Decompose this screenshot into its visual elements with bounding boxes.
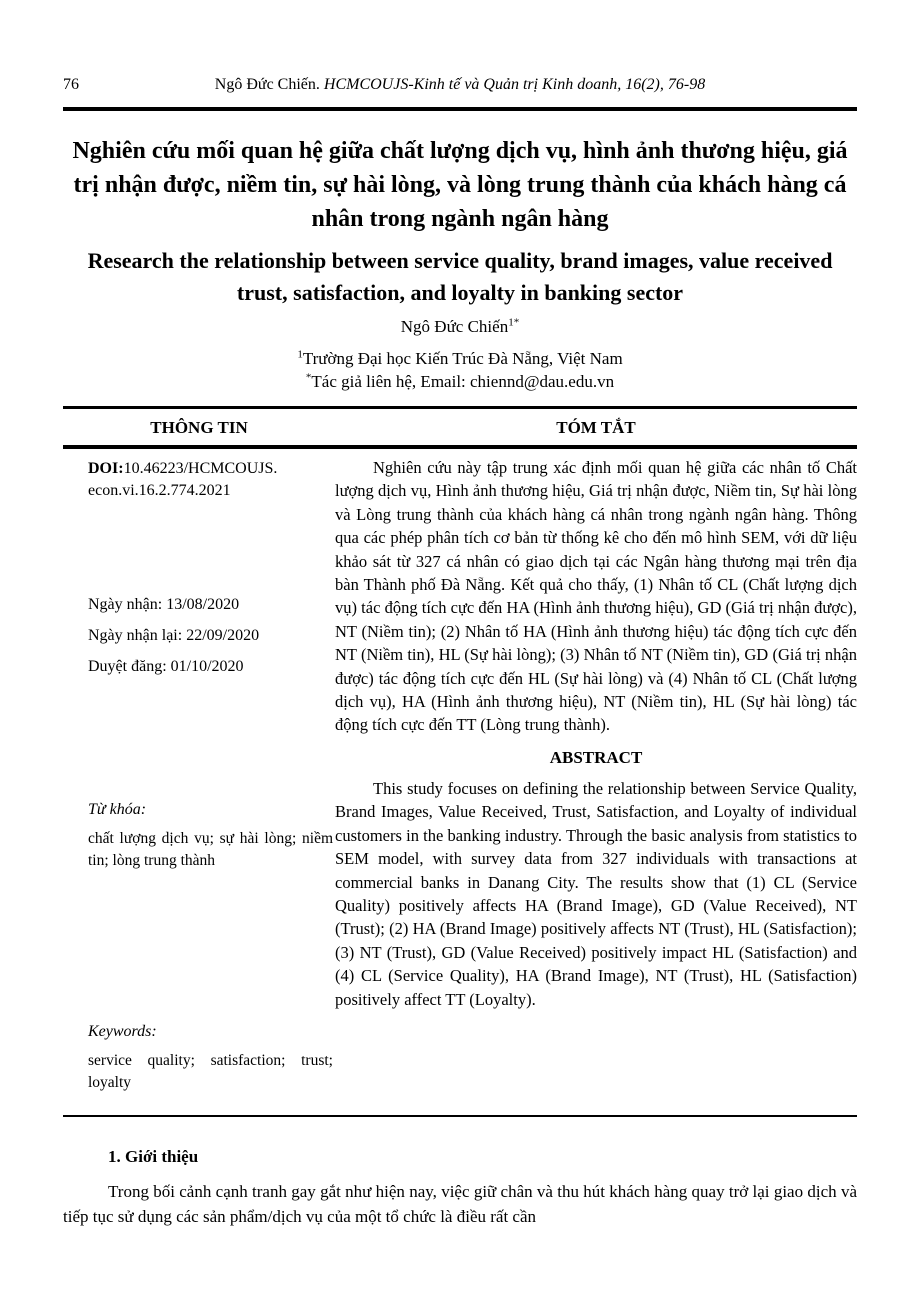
date-received: Ngày nhận: 13/08/2020 (88, 596, 240, 613)
keywords-vi-label: Từ khóa: (88, 801, 147, 818)
keywords-vi-text: chất lượng dịch vụ; sự hài lòng; niềm tin; lòng trung thành (88, 830, 333, 869)
affiliation-text: Trường Đại học Kiến Trúc Đà Nẵng, Việt Nam (302, 349, 623, 368)
correspondence-line (63, 370, 857, 393)
affiliation-marker: 1 (297, 348, 303, 361)
abstract-english: This study focuses on defining the relationship between Service Quality, Brand Images, Value Received, Trust, Satisfaction, and Loyalty of individual customers in the banking industry. Through the basic analysis from statistics to SEM model, with survey data from 327 individuals with transactions at commercial banks in Danang City. The results show that (1) CL (Service Quality) positively affects HA (Brand Image), GD (Value Received), NT (Trust); (2) HA (Brand Image) positively affects NT (Trust), HL (Satisfaction); (3) NT (Trust), GD (Value Received) positively impact HL (Satisfaction) and (4) CL (Service Quality), HA (Brand Image), NT (Trust), HL (Satisfaction) positively affect TT (Loyalty). (335, 778, 857, 1009)
doi-label: DOI: (88, 460, 124, 477)
abstract-vietnamese: Nghiên cứu này tập trung xác định mối quan hệ giữa các nhân tố Chất lượng dịch vụ, Hình ảnh thương hiệu, Giá trị nhận được, Niềm tin, Sự hài lòng và Lòng trung thành của khách hàng cá nhân trong ngành ngân hàng. Thông qua các phép phân tích cơ bản từ thống kê cho đến mô hình SEM, với dữ liệu khảo sát từ 327 cá nhân có giao dịch tại các Ngân hàng thương mại trên địa bàn Thành phố Đà Nẵng. Kết quả cho thấy, (1) Nhân tố CL (Chất lượng dịch vụ) tác động tích cực đến HA (Hình ảnh thương hiệu), GD (Giá trị nhận được), NT (Niềm tin); (2) Nhân tố HA (Hình ảnh thương hiệu) tác động tích cực đến NT (Niềm tin), HL (Sự hài lòng); (3) Nhân tố NT (Niềm tin), GD (Giá trị nhận được) tác động tích cực đến HL (Sự hài lòng) và (4) Nhân tố CL (Chất lượng dịch vụ), HA (Hình ảnh thương hiệu), NT (Niềm tin), HL (Sự hài lòng) tác động tích cực đến TT (Lòng trung thành). (335, 458, 857, 735)
citation-author: Ngô Đức Chiến. (214, 76, 324, 93)
keywords-en-text: service quality; satisfaction; trust; loyalty (88, 1052, 333, 1091)
keywords-en-label: Keywords: (88, 1023, 157, 1040)
table-header-row (63, 409, 857, 445)
title-vietnamese: Nghiên cứu mối quan hệ giữa chất lượng dịch vụ, hình ảnh thương hiệu, giá trị nhận được, niềm tin, sự hài lòng, và lòng trung thành của khách hàng cá nhân trong ngành ngân hàng (72, 138, 848, 232)
running-header (63, 74, 857, 96)
info-column (63, 449, 335, 1094)
doi-block (88, 458, 335, 502)
doi-value-line1: 10.46223/HCMCOUJS. (123, 460, 278, 477)
title-english: Research the relationship between service quality, brand images, value received trust, satisfaction, and loyalty in banking sector (87, 248, 833, 305)
running-citation (63, 74, 857, 96)
page-number: 76 (63, 76, 79, 93)
author-name: Ngô Đức Chiến (400, 317, 509, 336)
author-superscript: 1* (508, 316, 520, 329)
dates-block (88, 595, 335, 677)
abstract-heading-en: ABSTRACT (549, 747, 643, 767)
author-line (63, 316, 857, 338)
affiliation-line (63, 347, 857, 370)
citation-journal: HCMCOUJS-Kinh tế và Quản trị Kinh doanh, 16(2), 76-98 (323, 76, 706, 93)
doi-line1 (88, 458, 335, 480)
correspondence-text: Tác giả liên hệ, Email: chiennd@dau.edu.vn (311, 372, 615, 391)
section-1-heading: 1. Giới thiệu (108, 1147, 199, 1166)
header-rule (63, 107, 857, 111)
abstract-column (335, 449, 857, 1011)
date-revised: Ngày nhận lại: 22/09/2020 (88, 627, 260, 644)
info-heading: THÔNG TIN (150, 418, 248, 437)
date-accepted: Duyệt đăng: 01/10/2020 (88, 658, 244, 675)
doi-value-line2: econ.vi.16.2.774.2021 (88, 482, 231, 499)
correspondence-marker: * (305, 371, 312, 384)
abstract-heading-vi: TÓM TẮT (556, 418, 636, 437)
table-body (63, 449, 857, 1094)
table-bottom-rule (63, 1115, 857, 1117)
affiliation-block (63, 347, 857, 393)
section-1-paragraph: Trong bối cảnh cạnh tranh gay gắt như hiện nay, việc giữ chân và thu hút khách hàng quay trở lại giao dịch và tiếp tục sử dụng các sản phẩm/dịch vụ của một tổ chức là điều rất cần (63, 1182, 857, 1226)
